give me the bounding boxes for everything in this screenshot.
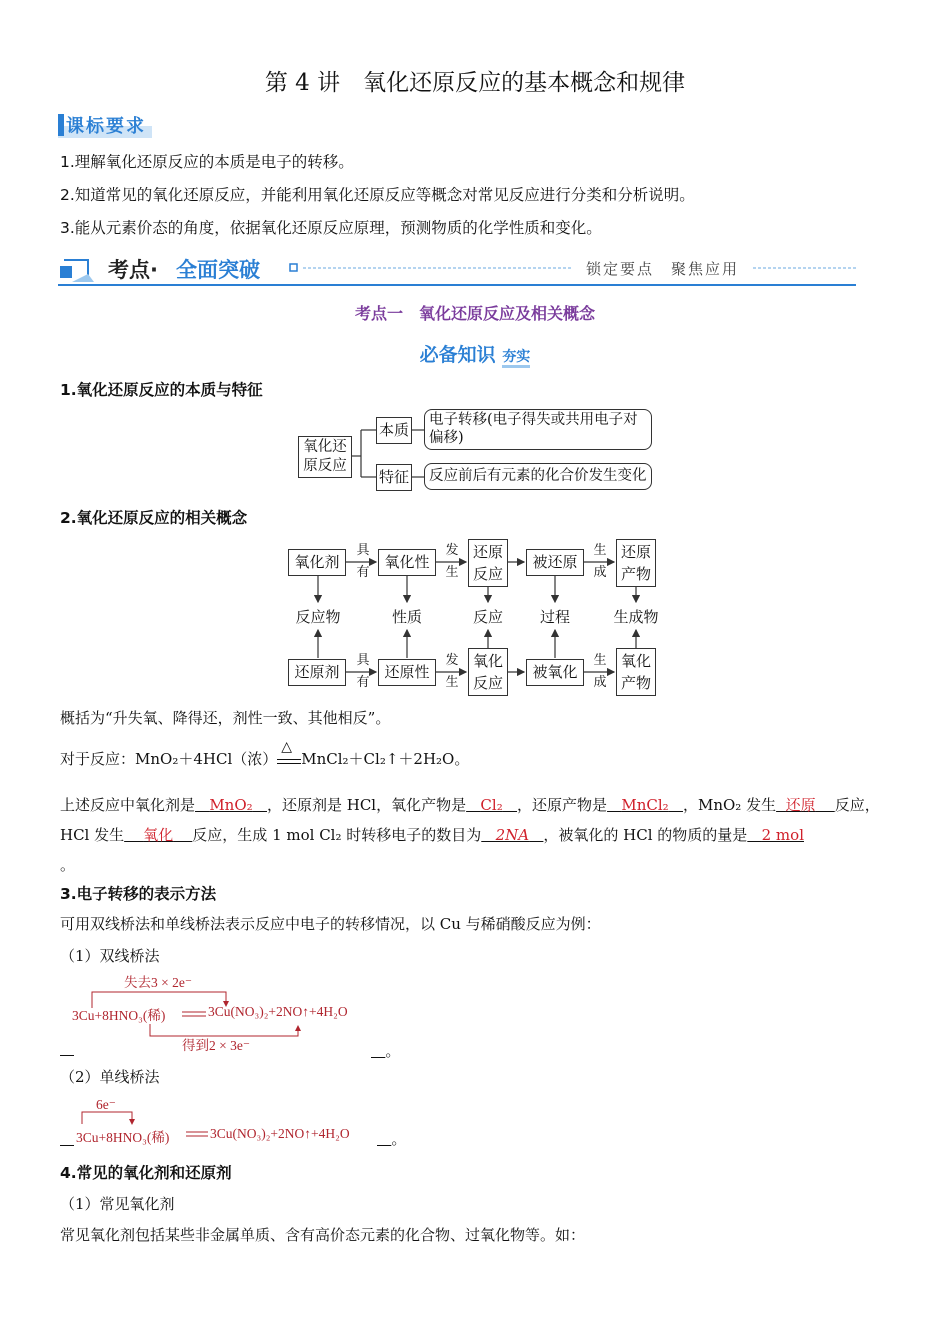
fill-p4: ，MnO₂ 发生 <box>682 796 777 814</box>
section4-heading: 4.常见的氧化剂和还原剂 <box>60 1164 232 1182</box>
gen-2: 成 <box>593 565 607 580</box>
reaction-line <box>60 739 470 769</box>
requirements-badge-label: 课标要求 <box>66 116 146 137</box>
reaction-prefix: 对于反应： <box>60 750 136 768</box>
banner-tagline: 锁定要点 聚焦应用 <box>586 260 740 278</box>
oxidant-box: 氧化剂 <box>288 549 346 576</box>
fill-p3: ，还原产物是 <box>517 796 608 814</box>
answer-electrons: 2NA <box>495 826 530 844</box>
mid-product: 生成物 <box>613 608 659 626</box>
lost-electrons-label: 失去3 × 2e⁻ <box>124 975 192 990</box>
oxidation-product-l2: 产物 <box>620 674 651 692</box>
six-electrons-label: 6e⁻ <box>96 1097 116 1112</box>
summary-text: 概括为“升失氧、降得还，剂性一致、其他相反”。 <box>60 709 391 727</box>
essence-line-1: 电子转移(电子得失或共用电子对 <box>429 412 638 428</box>
page-title: 第 4 讲 氧化还原反应的基本概念和规律 <box>264 70 686 96</box>
essence-line-2: 偏移) <box>429 430 464 446</box>
label-occur-top <box>445 540 459 584</box>
feature-text: 反应前后有元素的化合价发生变化 <box>424 463 652 490</box>
gen-1: 生 <box>593 543 607 558</box>
answer-hcl-moles: 2 mol <box>761 826 804 844</box>
fill-p2: ，还原剂是 HCl，氧化产物是 <box>266 796 467 814</box>
occur-2: 生 <box>445 565 459 580</box>
mid-reactant: 反应物 <box>295 608 341 626</box>
reduction-product-l1: 还原 <box>620 543 651 561</box>
answer-oxidant: MnO₂ <box>209 796 253 814</box>
gained-electrons-label: 得到2 × 3e⁻ <box>182 1038 250 1053</box>
requirement-3: 3.能从元素价态的角度，依据氧化还原反应原理，预测物质的化学性质和变化。 <box>60 219 602 237</box>
double-eq-left: 3Cu+8HNO₃(稀) <box>72 1008 166 1023</box>
gen-1b: 生 <box>593 653 607 668</box>
occur-1b: 发 <box>445 653 459 668</box>
reduction-product-box <box>616 539 656 587</box>
reducing-property-box: 还原性 <box>378 659 436 686</box>
double-eq-right: 3Cu(NO₃)₂+2NO↑+4H₂O <box>208 1004 348 1019</box>
single-end-mark: 。 <box>391 1130 407 1148</box>
have-1b: 具 <box>356 653 370 668</box>
double-blank-start <box>60 1038 74 1056</box>
kaodian-banner <box>58 252 858 288</box>
root-line-1: 氧化还 <box>303 439 347 455</box>
section3-heading: 3.电子转移的表示方法 <box>60 885 217 903</box>
answer-hcl-undergoes: 氧化 <box>143 826 174 844</box>
occur-2b: 生 <box>445 675 459 690</box>
single-bridge-label: （2）单线桥法 <box>60 1068 160 1086</box>
single-eq-left: 3Cu+8HNO₃(稀) <box>76 1130 170 1145</box>
gen-2b: 成 <box>593 675 607 690</box>
double-end-mark: 。 <box>385 1042 401 1060</box>
bibei-sub: 夯实 <box>502 349 530 368</box>
root-box <box>298 436 352 478</box>
mid-property: 性质 <box>391 608 422 626</box>
label-have-bottom <box>356 650 370 694</box>
section2-heading: 2.氧化还原反应的相关概念 <box>60 509 248 527</box>
heat-symbol: △ <box>281 739 293 755</box>
answer-reduction-product: MnCl₂ <box>621 796 669 814</box>
double-bridge-label: （1）双线桥法 <box>60 947 160 965</box>
kaodian-heading: 考点一 氧化还原反应及相关概念 <box>354 304 595 323</box>
oxidizing-property-box: 氧化性 <box>378 549 436 576</box>
label-have-top <box>356 540 370 584</box>
reduced-box: 被还原 <box>526 549 584 576</box>
reduction-product-l2: 产物 <box>620 565 651 583</box>
fill-p8: 。 <box>60 856 76 874</box>
reduction-reaction-l2: 反应 <box>472 565 503 583</box>
requirement-1: 1.理解氧化还原反应的本质是电子的转移。 <box>60 153 354 171</box>
oxidation-product-box <box>616 648 656 696</box>
reduction-reaction-l1: 还原 <box>472 543 503 561</box>
oxidation-product-l1: 氧化 <box>620 652 651 670</box>
fill-paragraph <box>60 790 895 880</box>
label-occur-bottom <box>445 650 459 694</box>
fill-p6: 反应，生成 1 mol Cl₂ 时转移电子的数目为 <box>192 826 482 844</box>
reaction-condition <box>277 739 301 764</box>
mid-process: 过程 <box>539 608 570 626</box>
oxidation-reaction-box <box>468 648 508 696</box>
fill-p1: 上述反应中氧化剂是 <box>60 796 196 814</box>
label-gen-bottom <box>593 650 607 694</box>
essence-text <box>424 409 652 450</box>
mid-reaction: 反应 <box>472 608 503 626</box>
bibei-heading <box>0 340 950 367</box>
fill-p7: ，被氧化的 HCl 的物质的量是 <box>543 826 748 844</box>
reaction-left: MnO₂＋4HCl（浓） <box>135 750 278 768</box>
label-gen-top <box>593 540 607 584</box>
have-1: 具 <box>356 543 370 558</box>
bibei-main: 必备知识 <box>419 344 496 366</box>
requirements-badge <box>58 112 154 138</box>
answer-mno2-undergoes: 还原 <box>785 796 816 814</box>
have-2: 有 <box>356 565 370 580</box>
requirement-2: 2.知道常见的氧化还原反应，并能利用氧化还原反应等概念对常见反应进行分类和分析说明。 <box>60 186 695 204</box>
oxidation-reaction-l2: 反应 <box>472 674 503 692</box>
reaction-right: MnCl₂＋Cl₂↑＋2H₂O。 <box>301 750 470 768</box>
answer-oxidation-product: Cl₂ <box>480 796 503 814</box>
double-blank-end <box>371 1040 400 1061</box>
essence-label: 本质 <box>376 417 412 444</box>
occur-1: 发 <box>445 543 459 558</box>
section4-text: 常见氧化剂包括某些非金属单质、含有高价态元素的化合物、过氧化物等。如： <box>60 1226 586 1244</box>
banner-left: 考点· <box>108 258 158 282</box>
reductant-box: 还原剂 <box>288 659 346 686</box>
reduction-reaction-box <box>468 539 508 587</box>
single-eq-right: 3Cu(NO₃)₂+2NO↑+4H₂O <box>210 1126 350 1141</box>
oxidized-box: 被氧化 <box>526 659 584 686</box>
oxidation-reaction-l1: 氧化 <box>472 652 503 670</box>
section3-intro: 可用双线桥法和单线桥法表示反应中电子的转移情况，以 Cu 与稀硝酸反应为例： <box>60 915 601 933</box>
have-2b: 有 <box>356 675 370 690</box>
root-line-2: 原反应 <box>303 458 347 474</box>
section1-heading: 1.氧化还原反应的本质与特征 <box>60 381 263 399</box>
feature-label: 特征 <box>376 464 412 491</box>
banner-right: 全面突破 <box>176 258 260 282</box>
section4-sub1: （1）常见氧化剂 <box>60 1195 175 1213</box>
single-blank-start <box>60 1128 74 1146</box>
single-blank-end <box>377 1128 406 1149</box>
fill-p5: 反应，HCl 发生 <box>60 796 880 844</box>
